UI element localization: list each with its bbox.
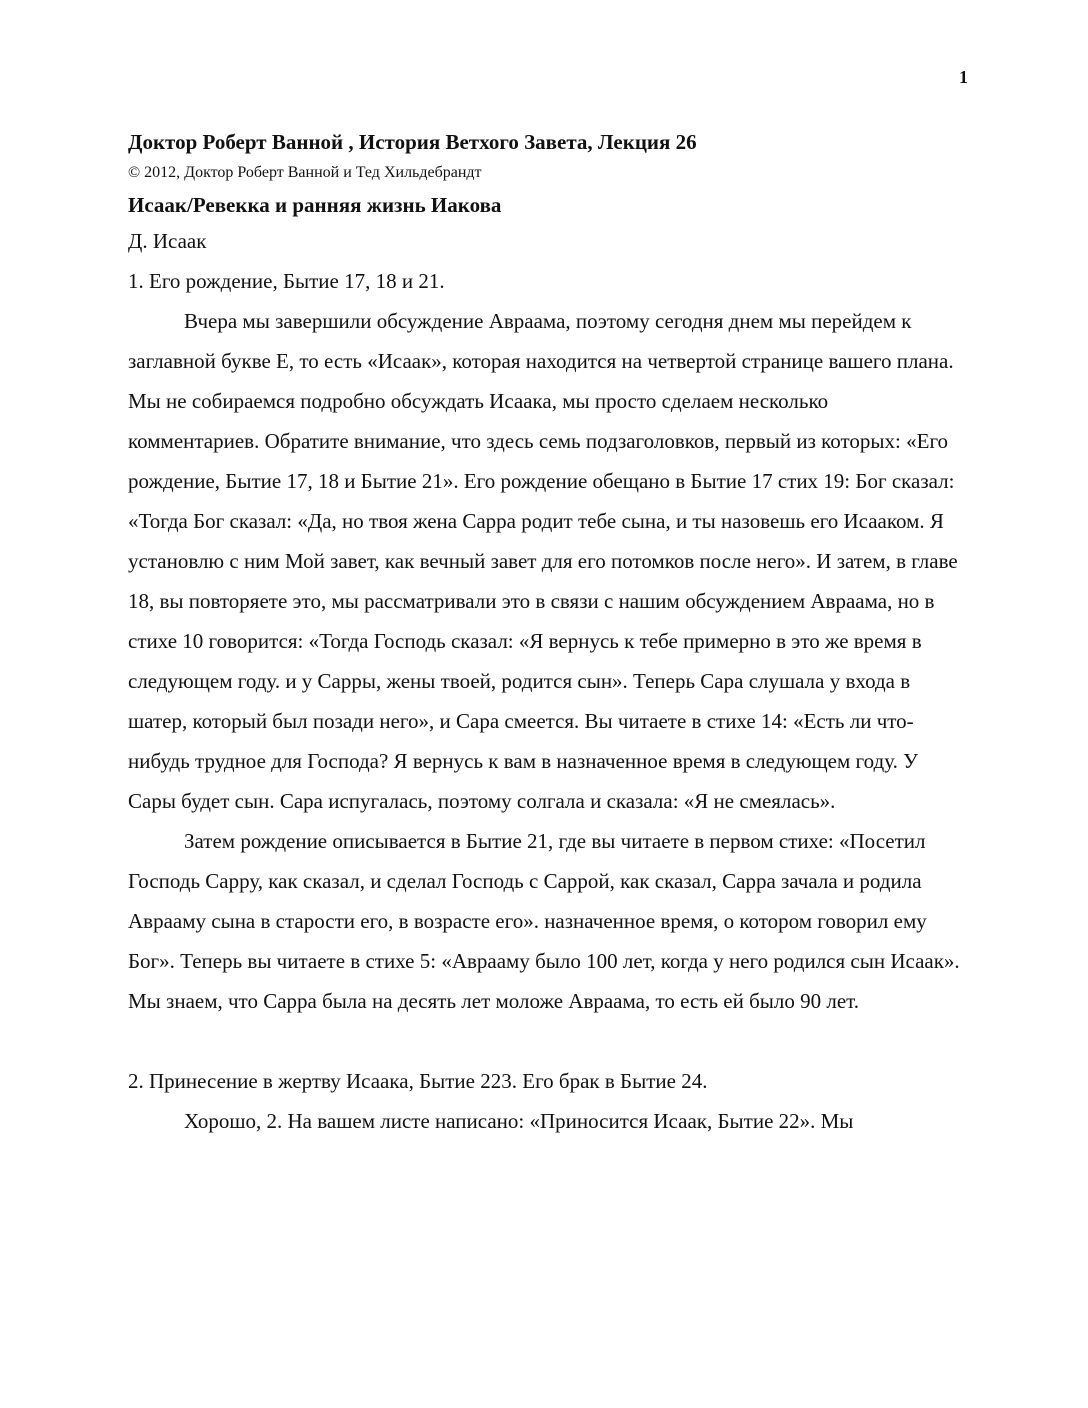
document-title: Доктор Роберт Ванной , История Ветхого Завета, Лекция 26 xyxy=(128,130,697,154)
section-heading: Д. Исаак xyxy=(128,229,207,253)
page-number: 1 xyxy=(959,67,968,87)
copyright-line: © 2012, Доктор Роберт Ванной и Тед Хильдебрандт xyxy=(128,164,482,181)
paragraph-1: Вчера мы завершили обсуждение Авраама, поэтому сегодня днем мы перейдем к заглавной букве E, то есть «Исаак», которая находится на четвертой странице вашего плана. Мы не собираемся подробно обсуждать Исаака, мы просто сделаем несколько комментариев. Обратите внимание, что здесь семь подзаголовков, первый из которых: «Его рождение, Бытие 17, 18 и Бытие 21». Его рождение обещано в Бытие 17 стих 19: Бог сказал: «Тогда Бог сказал: «Да, но твоя жена Сарра родит тебе сына, и ты назовешь его Исааком. Я установлю с ним Мой завет, как вечный завет для его потомков после него». И затем, в главе 18, вы повторяете это, мы рассматривали это в связи с нашим обсуждением Авраама, но в стихе 10 говорится: «Тогда Господь сказал: «Я вернусь к тебе примерно в это же время в следующем году. и у Сарры, жены твоей, родится сын». Теперь Сара слушала у входа в шатер, который был позади него», и Сара смеется. Вы читаете в стихе 14: «Есть ли что-нибудь трудное для Господа? Я вернусь к вам в назначенное время в следующем году. У Сары будет сын. Сара испугалась, поэтому солгала и сказала: «Я не смеялась». xyxy=(128,309,958,813)
subsection-heading-2: 2. Принесение в жертву Исаака, Бытие 223. Его брак в Бытие 24. xyxy=(128,1069,708,1093)
paragraph-3: Хорошо, 2. На вашем листе написано: «Приносится Исаак, Бытие 22». Мы xyxy=(184,1109,854,1133)
paragraph-2: Затем рождение описывается в Бытие 21, где вы читаете в первом стихе: «Посетил Господь Сарру, как сказал, и сделал Господь с Саррой, как сказал, Сарра зачала и родила Аврааму сына в старости его, в возрасте его». назначенное время, о котором говорил ему Бог». Теперь вы читаете в стихе 5: «Аврааму было 100 лет, когда у него родился сын Исаак». Мы знаем, что Сарра была на десять лет моложе Авраама, то есть ей было 90 лет. xyxy=(128,829,960,1013)
document-body xyxy=(128,127,960,1141)
paragraph-spacer xyxy=(128,1021,960,1061)
lecture-subtitle: Исаак/Ревекка и ранняя жизнь Иакова xyxy=(128,193,502,217)
subsection-heading-1: 1. Его рождение, Бытие 17, 18 и 21. xyxy=(128,269,445,293)
